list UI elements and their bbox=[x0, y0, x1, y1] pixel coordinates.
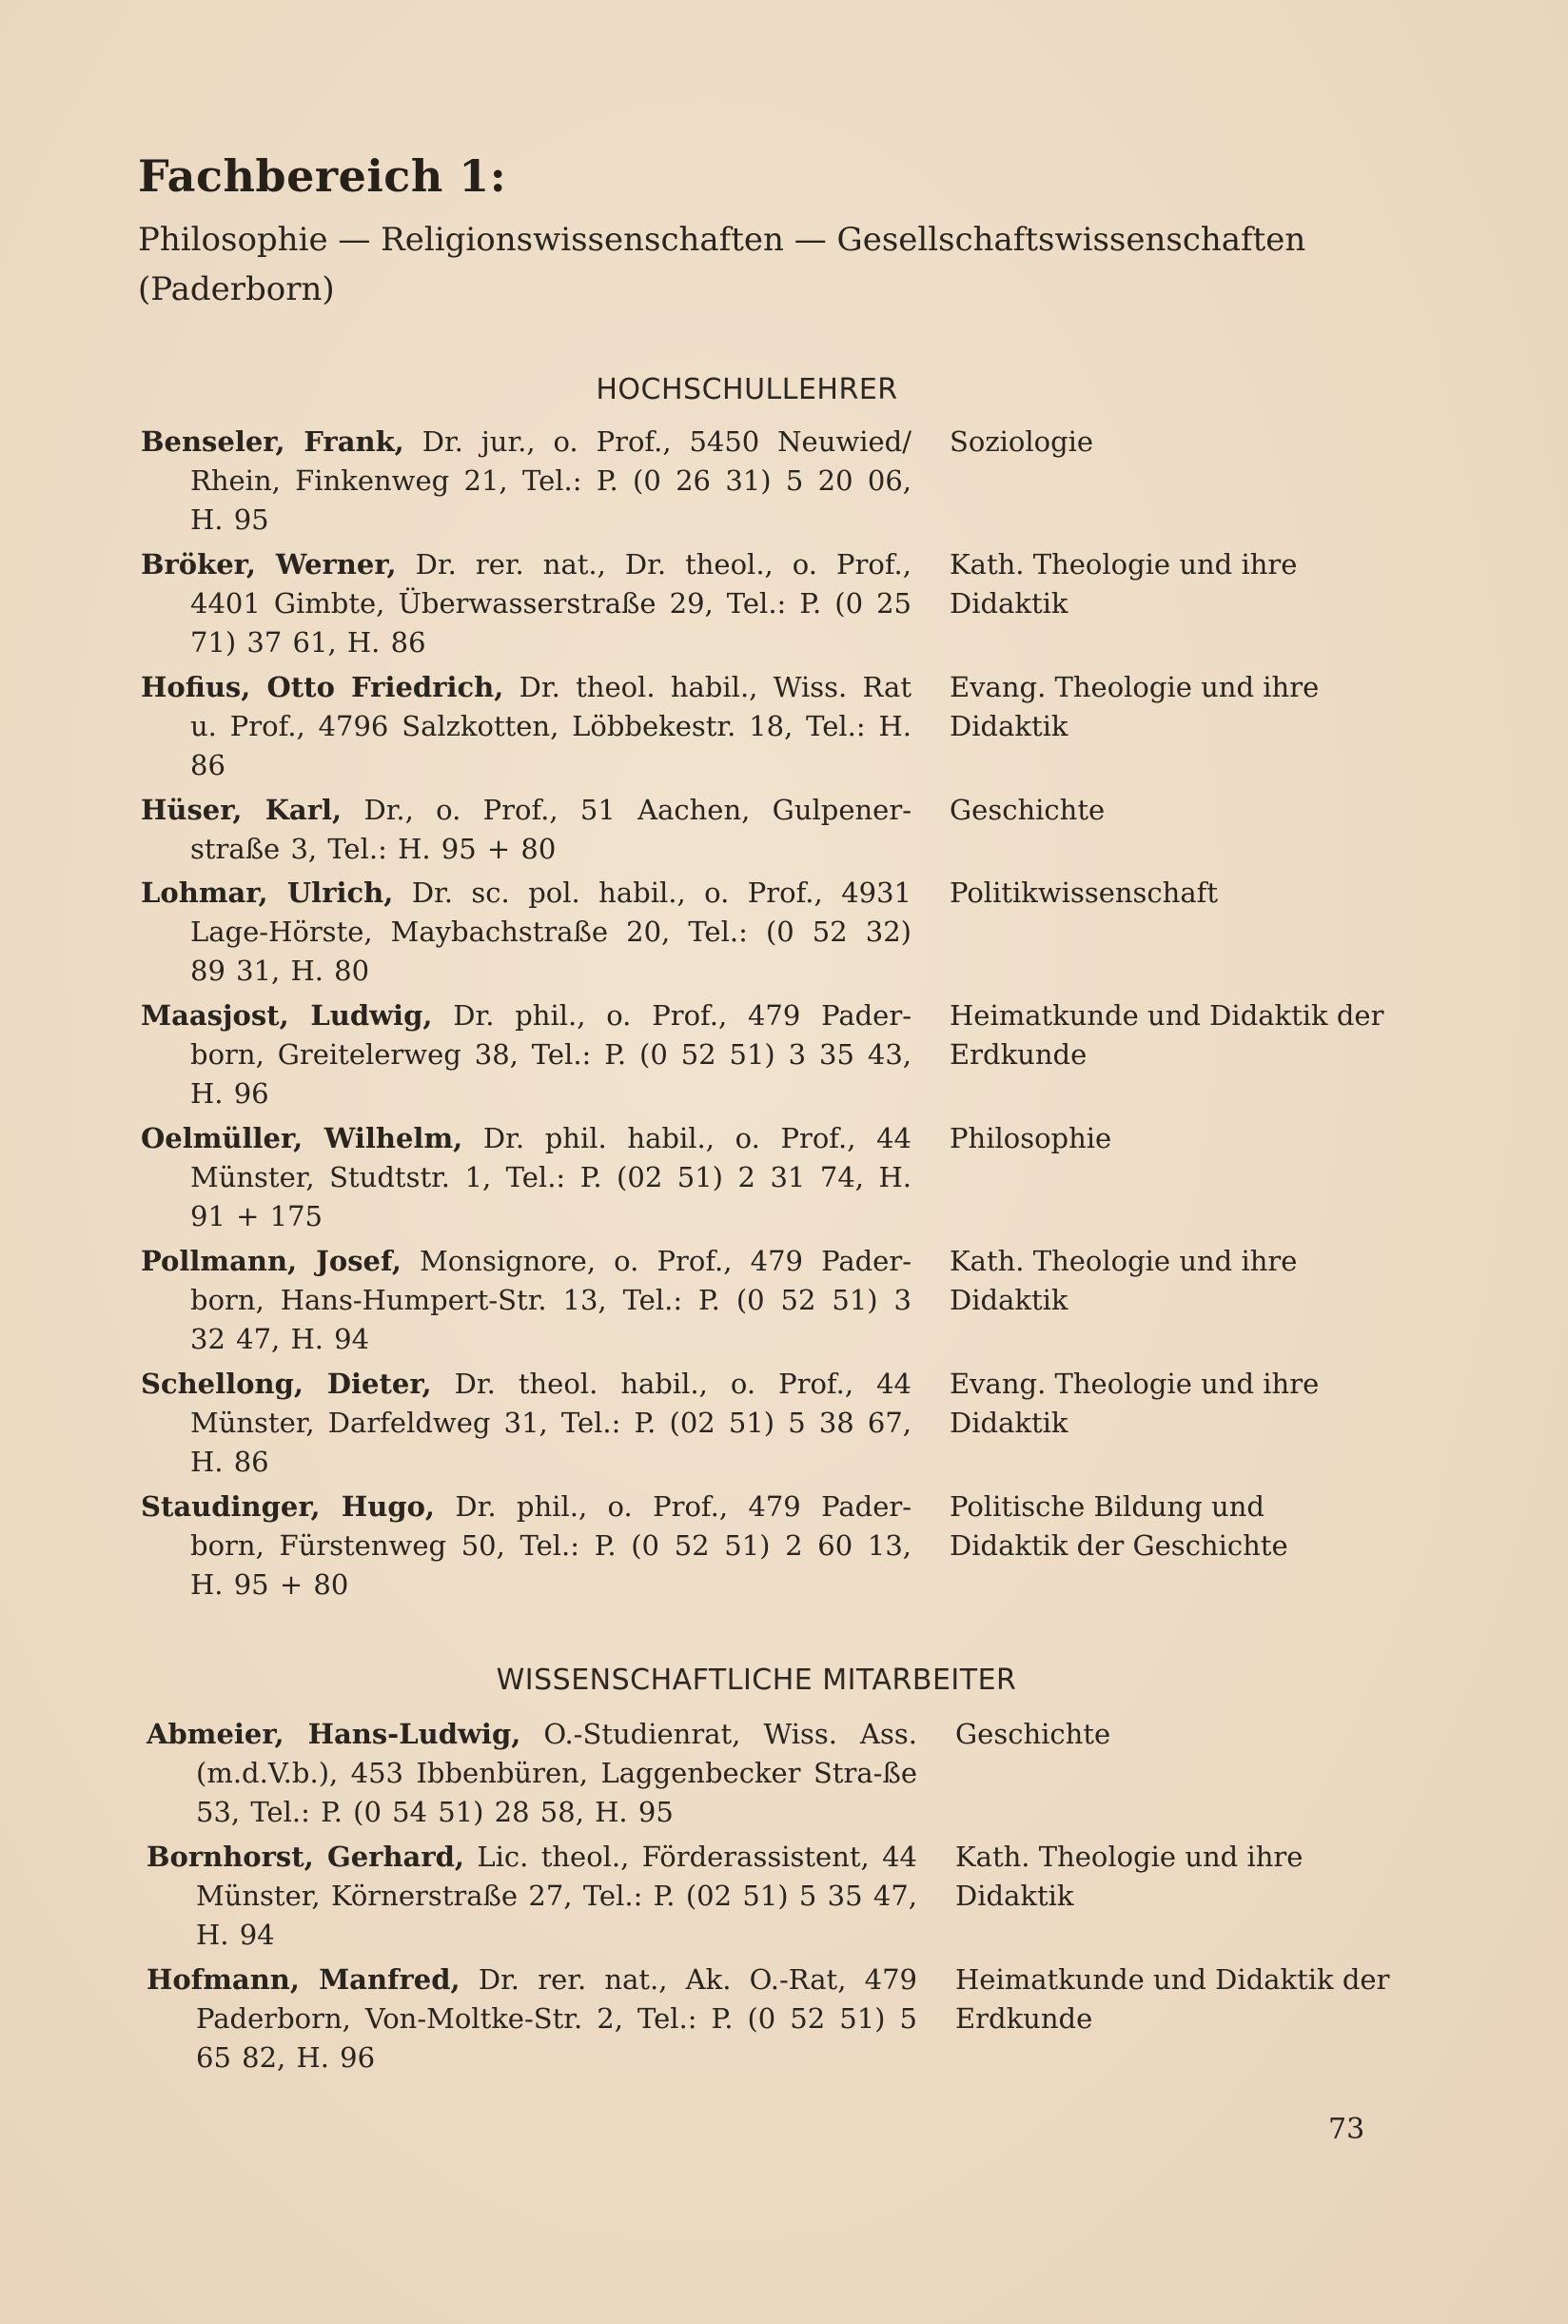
entry-subject: Heimatkunde und Didaktik der Erdkunde bbox=[955, 1963, 1390, 2035]
entry-details: O.-Studienrat, Wiss. Ass. (m.d.V.b.), 453 Ibbenbüren, Laggenbecker Stra-ße 53, Tel.: P. (0 54 51) 28 58, H. 95 bbox=[196, 1718, 917, 1828]
entry-text bbox=[141, 1487, 911, 1605]
entry-details: Dr. phil., o. Prof., 479 Pader-born, Greitelerweg 38, Tel.: P. (0 52 51) 3 35 43, H. 96 bbox=[190, 999, 912, 1110]
entry-details: Dr. phil., o. Prof., 479 Pader-born, Fürstenweg 50, Tel.: P. (0 52 51) 2 60 13, H. 95 + 80 bbox=[190, 1490, 912, 1601]
entry-name: Hofius, Otto Friedrich, bbox=[141, 671, 504, 703]
entry-name: Pollmann, Josef, bbox=[141, 1245, 402, 1277]
entry-name: Hofmann, Manfred, bbox=[147, 1963, 461, 1996]
page-number: 73 bbox=[1328, 2113, 1365, 2146]
entry-name: Maasjost, Ludwig, bbox=[141, 999, 433, 1032]
entry-text bbox=[141, 545, 911, 662]
entry-name: Abmeier, Hans-Ludwig, bbox=[147, 1718, 521, 1750]
entry-subject: Geschichte bbox=[950, 794, 1106, 826]
entry-text bbox=[147, 1715, 917, 1832]
page-heading: Fachbereich 1: bbox=[138, 150, 507, 202]
entry-details: Lic. theol., Förderassistent, 44 Münster, Körnerstraße 27, Tel.: P. (02 51) 5 35 47, H. 94 bbox=[196, 1841, 917, 1951]
entry-subject: Kath. Theologie und ihre Didaktik bbox=[950, 548, 1298, 620]
entry-text bbox=[147, 1838, 917, 1955]
entry-name: Bröker, Werner, bbox=[141, 548, 397, 581]
entry-details: Dr. sc. pol. habil., o. Prof., 4931 Lage-Hörste, Maybachstraße 20, Tel.: (0 52 32) 89 31, H. 80 bbox=[190, 876, 912, 987]
entry-subject: Kath. Theologie und ihre Didaktik bbox=[950, 1245, 1298, 1316]
subheading-line-2: (Paderborn) bbox=[138, 270, 335, 308]
entry-text bbox=[141, 668, 911, 785]
entry-text bbox=[141, 423, 911, 540]
section-title-hochschullehrer: HOCHSCHULLEHRER bbox=[596, 373, 898, 406]
entry-text bbox=[147, 1960, 917, 2078]
entry-text bbox=[141, 791, 911, 869]
entry-subject: Kath. Theologie und ihre Didaktik bbox=[955, 1841, 1303, 1912]
section-title-wissenschaftliche-mitarbeiter: WISSENSCHAFTLICHE MITARBEITER bbox=[496, 1664, 1017, 1697]
entry-name: Hüser, Karl, bbox=[141, 794, 343, 826]
entry-name: Schellong, Dieter, bbox=[141, 1368, 432, 1400]
entry-text bbox=[141, 1242, 911, 1359]
entry-details: Dr. rer. nat., Ak. O.-Rat, 479 Paderborn, Von-Moltke-Str. 2, Tel.: P. (0 52 51) 5 65 82, H. 96 bbox=[196, 1963, 917, 2074]
entry-details: Dr. rer. nat., Dr. theol., o. Prof., 4401 Gimbte, Überwasserstraße 29, Tel.: P. (0 25 71) 37 61, H. 86 bbox=[190, 548, 911, 659]
entry-subject: Evang. Theologie und ihre Didaktik bbox=[950, 1368, 1320, 1439]
entry-name: Staudinger, Hugo, bbox=[141, 1490, 436, 1523]
entry-text bbox=[141, 1365, 911, 1482]
entry-details: Monsignore, o. Prof., 479 Pader-born, Hans-Humpert-Str. 13, Tel.: P. (0 52 51) 3 32 47, H. 94 bbox=[190, 1245, 912, 1355]
entry-details: Dr. theol. habil., Wiss. Rat u. Prof., 4796 Salzkotten, Löbbekestr. 18, Tel.: H. 86 bbox=[190, 671, 911, 781]
entry-text bbox=[141, 1119, 911, 1236]
entry-subject: Politikwissenschaft bbox=[950, 876, 1219, 909]
entry-text bbox=[141, 874, 911, 991]
entry-details: Dr. jur., o. Prof., 5450 Neuwied/ Rhein, Finkenweg 21, Tel.: P. (0 26 31) 5 20 06, H. 95 bbox=[190, 425, 911, 536]
entry-details: Dr., o. Prof., 51 Aachen, Gulpener-straße 3, Tel.: H. 95 + 80 bbox=[190, 794, 912, 865]
entry-name: Bornhorst, Gerhard, bbox=[147, 1841, 464, 1873]
entry-name: Benseler, Frank, bbox=[141, 425, 404, 458]
entry-details: Dr. theol. habil., o. Prof., 44 Münster, Darfeldweg 31, Tel.: P. (02 51) 5 38 67, H. 86 bbox=[190, 1368, 912, 1478]
entry-text bbox=[141, 996, 911, 1113]
entry-subject: Soziologie bbox=[950, 425, 1094, 458]
entry-subject: Politische Bildung und Didaktik der Geschichte bbox=[950, 1490, 1288, 1562]
subheading-line-1: Philosophie — Religionswissenschaften — Gesellschaftswissenschaften bbox=[138, 221, 1306, 259]
entry-subject: Geschichte bbox=[955, 1718, 1111, 1750]
entry-subject: Evang. Theologie und ihre Didaktik bbox=[950, 671, 1320, 742]
entry-name: Oelmüller, Wilhelm, bbox=[141, 1122, 463, 1154]
entry-details: Dr. phil. habil., o. Prof., 44 Münster, Studtstr. 1, Tel.: P. (02 51) 2 31 74, H. 91 + 175 bbox=[190, 1122, 912, 1232]
entry-name: Lohmar, Ulrich, bbox=[141, 876, 394, 909]
page-subheading bbox=[138, 215, 1327, 314]
entry-subject: Philosophie bbox=[950, 1122, 1112, 1154]
entry-subject: Heimatkunde und Didaktik der Erdkunde bbox=[950, 999, 1384, 1071]
